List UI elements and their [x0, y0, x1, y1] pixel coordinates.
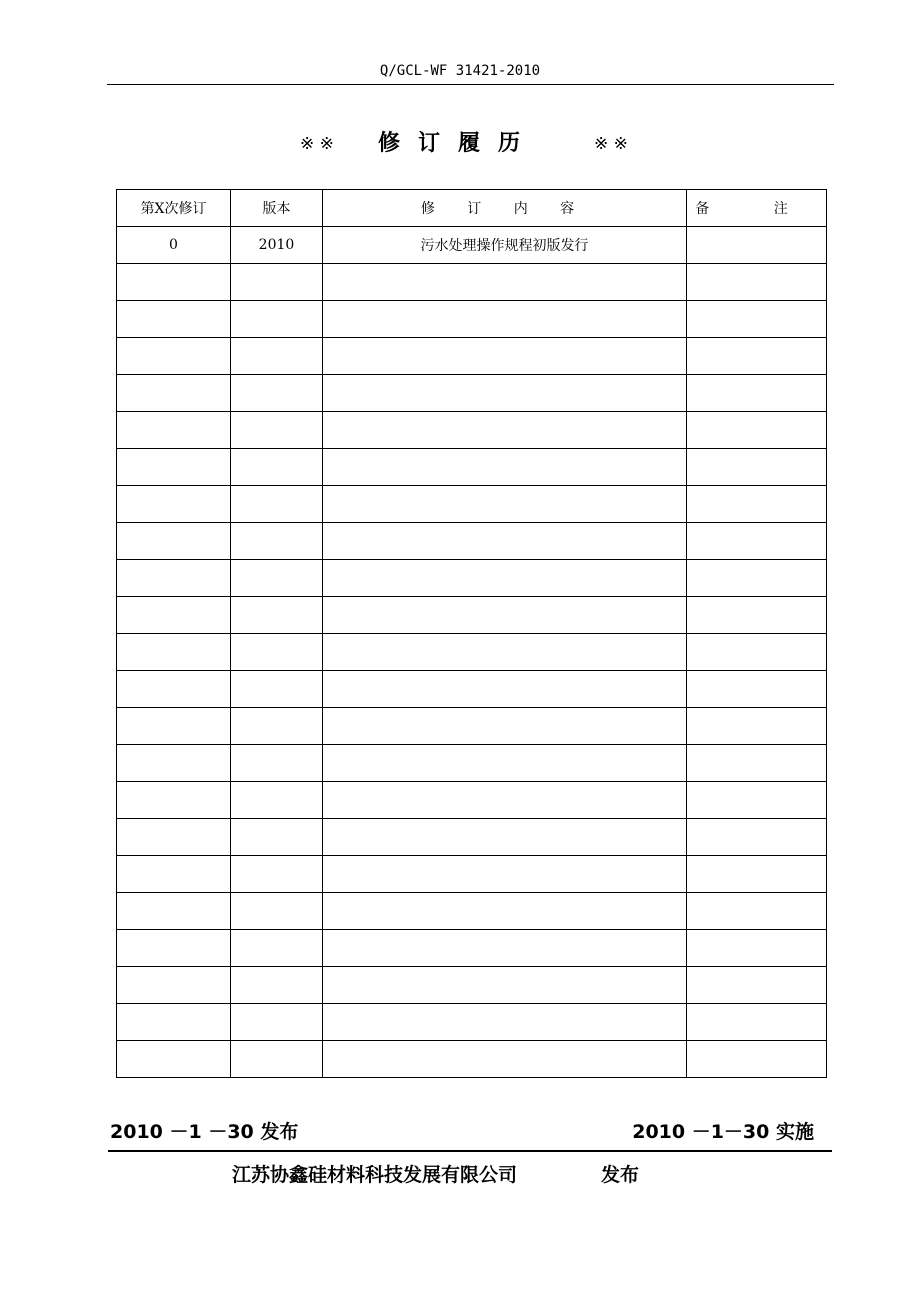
cell-version: [231, 1041, 323, 1078]
header-revision-number: 第X次修订: [117, 190, 231, 227]
cell-version: [231, 560, 323, 597]
cell-revision-content: [323, 782, 687, 819]
effective-date: 2010 －1－30 实施: [632, 1121, 814, 1143]
cell-remarks: [687, 967, 827, 1004]
cell-version: [231, 967, 323, 1004]
cell-revision-number: [117, 708, 231, 745]
cell-revision-number: [117, 1041, 231, 1078]
cell-revision-number: [117, 412, 231, 449]
cell-remarks: [687, 856, 827, 893]
cell-remarks: [687, 634, 827, 671]
cell-revision-content: [323, 375, 687, 412]
cell-revision-number: [117, 301, 231, 338]
table-row: [117, 930, 827, 967]
cell-revision-content: [323, 338, 687, 375]
company-issue-label: 发布: [601, 1164, 640, 1186]
cell-remarks: [687, 893, 827, 930]
issue-date: 2010 －1 －30 发布: [110, 1121, 299, 1143]
cell-revision-content: 污水处理操作规程初版发行: [323, 227, 687, 264]
cell-remarks: [687, 671, 827, 708]
cell-remarks: [687, 412, 827, 449]
cell-remarks: [687, 301, 827, 338]
table-row: [117, 708, 827, 745]
cell-revision-number: [117, 782, 231, 819]
cell-revision-content: [323, 856, 687, 893]
cell-version: [231, 671, 323, 708]
table-row: [117, 671, 827, 708]
cell-remarks: [687, 930, 827, 967]
table-row: [117, 560, 827, 597]
cell-revision-content: [323, 967, 687, 1004]
cell-revision-number: [117, 930, 231, 967]
cell-version: [231, 375, 323, 412]
table-row: [117, 893, 827, 930]
cell-version: [231, 634, 323, 671]
cell-revision-content: [323, 930, 687, 967]
cell-remarks: [687, 1004, 827, 1041]
cell-version: [231, 486, 323, 523]
cell-revision-content: [323, 671, 687, 708]
cell-revision-number: [117, 967, 231, 1004]
table-row: [117, 1004, 827, 1041]
cell-revision-content: [323, 523, 687, 560]
title-decoration-left: ※ ※: [300, 134, 334, 154]
cell-remarks: [687, 819, 827, 856]
cell-revision-number: [117, 449, 231, 486]
cell-version: [231, 745, 323, 782]
cell-revision-number: [117, 893, 231, 930]
table-row: [117, 375, 827, 412]
cell-revision-number: [117, 264, 231, 301]
cell-revision-content: [323, 486, 687, 523]
cell-version: [231, 856, 323, 893]
table-row: [117, 967, 827, 1004]
title-row: [0, 126, 920, 160]
title-decoration-right: ※ ※: [594, 134, 628, 154]
table-row: [117, 856, 827, 893]
cell-version: [231, 782, 323, 819]
cell-revision-number: [117, 375, 231, 412]
table-row: [117, 1041, 827, 1078]
cell-version: [231, 597, 323, 634]
document-code: Q/GCL-WF 31421-2010: [379, 63, 541, 79]
cell-remarks: [687, 375, 827, 412]
cell-version: [231, 449, 323, 486]
cell-revision-content: [323, 745, 687, 782]
cell-remarks: [687, 560, 827, 597]
cell-revision-number: [117, 486, 231, 523]
page-title: 修订履历: [378, 131, 539, 156]
cell-version: [231, 301, 323, 338]
cell-version: [231, 264, 323, 301]
table-row: [117, 523, 827, 560]
cell-revision-content: [323, 893, 687, 930]
table-row: [117, 264, 827, 301]
header-version: 版本: [231, 190, 323, 227]
table-row: [117, 745, 827, 782]
cell-revision-number: [117, 634, 231, 671]
table-row: [117, 338, 827, 375]
cell-revision-content: [323, 634, 687, 671]
cell-revision-content: [323, 301, 687, 338]
table-row: [117, 634, 827, 671]
cell-revision-number: [117, 856, 231, 893]
footer-divider: [108, 1150, 832, 1152]
cell-version: [231, 523, 323, 560]
cell-revision-number: [117, 745, 231, 782]
cell-revision-content: [323, 264, 687, 301]
header-revision-content: 修 订 内 容: [323, 190, 687, 227]
cell-revision-content: [323, 708, 687, 745]
cell-version: [231, 1004, 323, 1041]
cell-remarks: [687, 745, 827, 782]
cell-revision-content: [323, 449, 687, 486]
cell-revision-number: [117, 523, 231, 560]
cell-version: [231, 930, 323, 967]
table-header-row: [117, 190, 827, 227]
cell-version: [231, 338, 323, 375]
cell-remarks: [687, 227, 827, 264]
header-remarks: 备 注: [687, 190, 827, 227]
company-name: 江苏协鑫硅材料科技发展有限公司: [232, 1164, 518, 1186]
cell-revision-content: [323, 1004, 687, 1041]
table-row: [117, 486, 827, 523]
cell-version: 2010: [231, 227, 323, 264]
cell-revision-content: [323, 819, 687, 856]
cell-revision-number: [117, 819, 231, 856]
cell-revision-content: [323, 1041, 687, 1078]
cell-revision-number: [117, 597, 231, 634]
cell-revision-content: [323, 412, 687, 449]
cell-remarks: [687, 708, 827, 745]
cell-remarks: [687, 338, 827, 375]
cell-version: [231, 893, 323, 930]
revision-history-table: [116, 189, 827, 1078]
cell-remarks: [687, 1041, 827, 1078]
cell-remarks: [687, 486, 827, 523]
cell-remarks: [687, 782, 827, 819]
cell-remarks: [687, 449, 827, 486]
table-row: [117, 227, 827, 264]
table-row: [117, 819, 827, 856]
table-row: [117, 301, 827, 338]
table-row: [117, 449, 827, 486]
cell-revision-number: [117, 560, 231, 597]
header-divider: [107, 84, 834, 85]
cell-remarks: [687, 523, 827, 560]
cell-version: [231, 708, 323, 745]
cell-revision-content: [323, 597, 687, 634]
cell-revision-content: [323, 560, 687, 597]
cell-revision-number: 0: [117, 227, 231, 264]
cell-revision-number: [117, 671, 231, 708]
table-row: [117, 412, 827, 449]
cell-remarks: [687, 264, 827, 301]
cell-remarks: [687, 597, 827, 634]
table-row: [117, 782, 827, 819]
cell-revision-number: [117, 1004, 231, 1041]
cell-revision-number: [117, 338, 231, 375]
cell-version: [231, 412, 323, 449]
cell-version: [231, 819, 323, 856]
table-row: [117, 597, 827, 634]
